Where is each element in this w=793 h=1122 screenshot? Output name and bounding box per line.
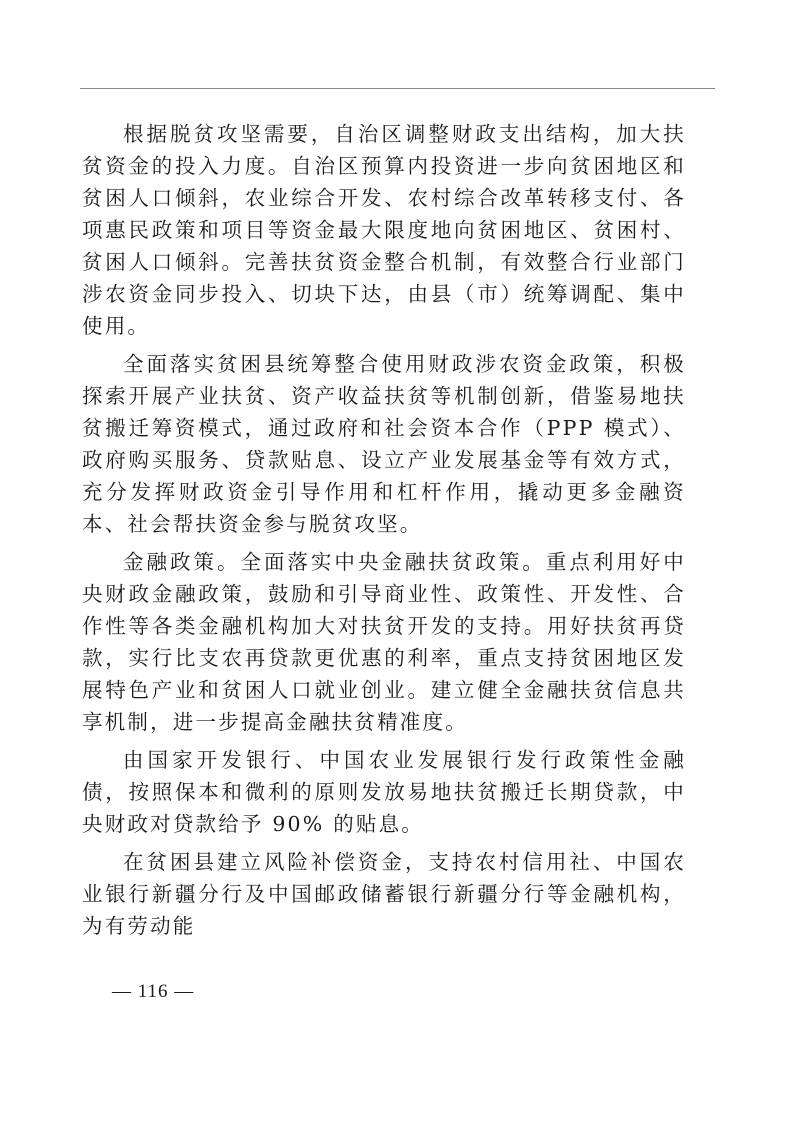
page-body [82,118,686,948]
page-number: — 116 — [112,981,195,1002]
header-rule [80,88,715,89]
paragraph-financial-policy: 金融政策。全面落实中央金融扶贫政策。重点利用好中央财政金融政策，鼓励和引导商业性、政策性、开发性、合作性等各类金融机构加大对扶贫开发的支持。用好扶贫再贷款，实行比支农再贷款更优惠的利率，重点支持贫困地区发展特色产业和贫困人口就业创业。建立健全金融扶贫信息共享机制，进一步提高金融扶贫精准度。 [82,550,686,734]
paragraph-policy-bonds: 由国家开发银行、中国农业发展银行发行政策性金融债，按照保本和微利的原则发放易地扶贫搬迁长期贷款，中央财政对贷款给予 90% 的贴息。 [82,748,686,836]
paragraph-fund-integration: 全面落实贫困县统筹整合使用财政涉农资金政策，积极探索开展产业扶贫、资产收益扶贫等机制创新，借鉴易地扶贫搬迁筹资模式，通过政府和社会资本合作（PPP 模式）、政府购买服务、贷款贴息、设立产业发展基金等有效方式，充分发挥财政资金引导作用和杠杆作用，撬动更多金融资本、社会帮扶资金参与脱贫攻坚。 [82,352,686,536]
paragraph-fiscal-structure: 根据脱贫攻坚需要，自治区调整财政支出结构，加大扶贫资金的投入力度。自治区预算内投资进一步向贫困地区和贫困人口倾斜，农业综合开发、农村综合改革转移支付、各项惠民政策和项目等资金最大限度地向贫困地区、贫困村、贫困人口倾斜。完善扶贫资金整合机制，有效整合行业部门涉农资金同步投入、切块下达，由县（市）统筹调配、集中使用。 [82,122,686,338]
paragraph-risk-compensation: 在贫困县建立风险补偿资金，支持农村信用社、中国农业银行新疆分行及中国邮政储蓄银行新疆分行等金融机构，为有劳动能 [82,850,686,938]
